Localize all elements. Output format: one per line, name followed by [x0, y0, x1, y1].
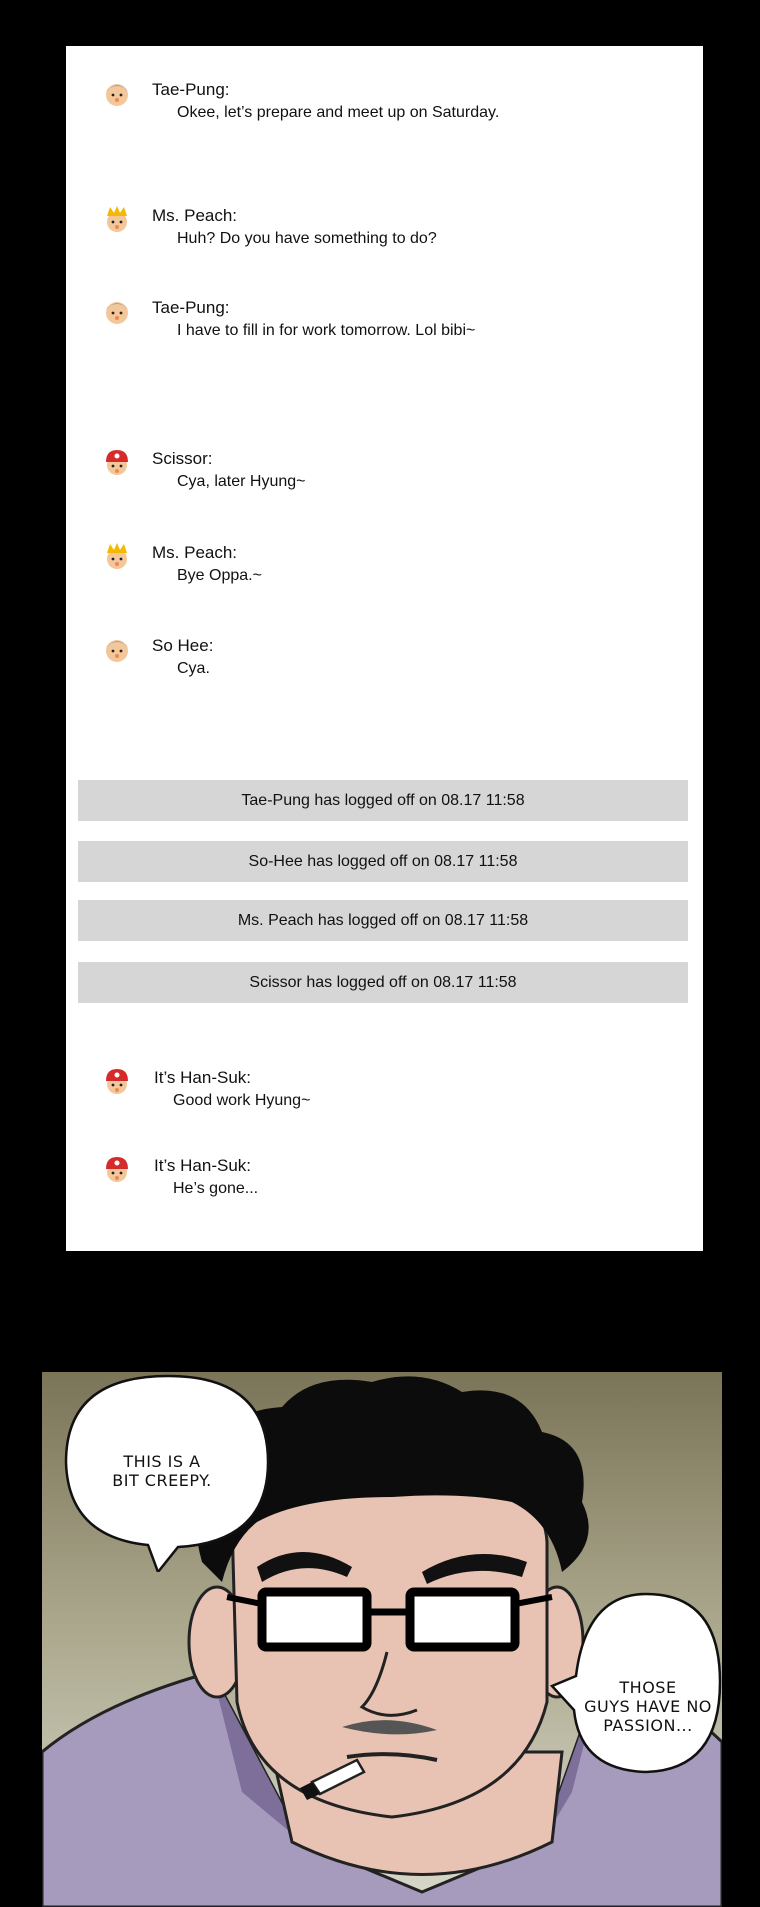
sender-name: Ms. Peach:	[152, 206, 238, 225]
speech-line: GUYS HAVE NO	[584, 1697, 712, 1716]
sender-name: Tae-Pung:	[152, 80, 230, 99]
speech-line: THIS IS A	[123, 1452, 201, 1471]
sender-name: Scissor:	[152, 449, 213, 468]
sender-name: It’s Han-Suk:	[154, 1156, 252, 1175]
speech-line: THOSE	[619, 1678, 677, 1697]
sender-name: So Hee:	[152, 636, 214, 655]
message-text: Cya.	[177, 660, 210, 677]
message-text: Huh? Do you have something to do?	[177, 230, 437, 247]
grey-haired-face-icon	[102, 78, 132, 108]
logoff-notice: Scissor has logged off on 08.17 11:58	[78, 962, 688, 1003]
comic-panel	[42, 1372, 722, 1907]
sender-name: Tae-Pung:	[152, 298, 230, 317]
message-text: Bye Oppa.~	[177, 567, 262, 584]
grey-haired-face-icon	[102, 296, 132, 326]
speech-line: PASSION...	[603, 1716, 693, 1735]
logoff-notice: Tae-Pung has logged off on 08.17 11:58	[78, 780, 688, 821]
message-text: I have to fill in for work tomorrow. Lol bibi~	[177, 322, 476, 339]
crowned-face-icon	[102, 204, 132, 234]
speech-line: BIT CREEPY.	[112, 1471, 212, 1490]
message-text: Okee, let’s prepare and meet up on Saturday.	[177, 104, 500, 121]
chat-log	[66, 46, 703, 1251]
grey-haired-face-icon	[102, 634, 132, 664]
red-cap-face-icon	[102, 447, 132, 477]
message-text: He’s gone...	[173, 1180, 259, 1197]
message-text: Cya, later Hyung~	[177, 473, 306, 490]
sender-name: It’s Han-Suk:	[154, 1068, 252, 1087]
speech-text-left	[72, 1452, 252, 1490]
red-cap-face-icon	[102, 1066, 132, 1096]
red-cap-face-icon	[102, 1154, 132, 1184]
logoff-notice: Ms. Peach has logged off on 08.17 11:58	[78, 900, 688, 941]
sender-name: Ms. Peach:	[152, 543, 238, 562]
speech-text-right	[582, 1678, 714, 1735]
logoff-notice: So-Hee has logged off on 08.17 11:58	[78, 841, 688, 882]
message-text: Good work Hyung~	[173, 1092, 311, 1109]
crowned-face-icon	[102, 541, 132, 571]
